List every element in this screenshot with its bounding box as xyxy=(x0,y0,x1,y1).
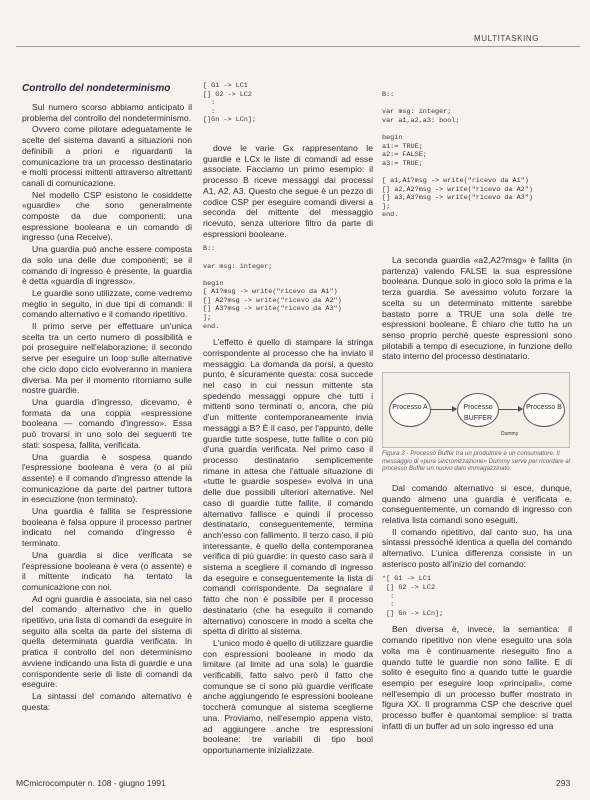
column-1 xyxy=(22,102,192,713)
code-example-b1: B:: var msg: integer; begin [ A1?msg -> write("ricevo da A1") [] A2?msg -> write("ricevo da A2") [] A3?msg -> write("ricevo da A3") ]; end. xyxy=(203,245,342,331)
paragraph: Ovvero come pilotare adeguatamente le scelte del sistema davanti a situazioni non definibili a priori e riguardanti la comunicazione tra un processo destinatario e molti processi mittenti attraverso altrettanti canali di comunicazione. xyxy=(22,124,192,188)
paragraph: La seconda guardia «a2,A2?msg» è fallita (in partenza) valendo FALSE la sua espressione booleana. Dunque solo in gioco solo la prima e la terza guardia. Se avessimo voluto forzare la scelta su un determinato mittente sarebbe bastato porre a TRUE una sola delle tre espressioni booleane. È chiaro che tutto ha un senso proprio perché queste espressioni sono pilotabili a tempo di esecuzione, in funzione dello stato interno del processo destinatario. xyxy=(382,255,572,362)
figure-3-diagram xyxy=(382,372,570,448)
code-alternative-syntax: [ G1 -> LC1 [] G2 -> LC2 : : []Gn -> LCn]; xyxy=(203,82,257,125)
paragraph: Una guardia d'ingresso, dicevamo, è formata da una coppia «espressione booleana — comando d'ingresso». Essa può trovarsi in uno solo dei seguenti tre stati: sospesa, fallita, verificata. xyxy=(22,396,192,450)
paragraph: Una guardia può anche essere composta da solo una delle due componenti; se il comando di ingresso è presente, la guardia è detta «guardia di ingresso». xyxy=(22,244,192,287)
page-number: 293 xyxy=(556,778,571,788)
node-processo-b: Processo B xyxy=(523,393,565,427)
paragraph: L'unico modo è quello di utilizzare guardie con espressioni booleane in modo da limitare (al limite ad una sola) le guardie verificabili, fatto salvo però il fatto che comunque se ci sono più guardie verificate anche aggiungendo le espressioni booleane toccherà comunque al sistema sceglierne una. Proviamo, nell'esempio appena visto, ad aggiungere anche tre espressioni booleane: tre variabili di tipo bool opportunamente inizializzate. xyxy=(203,637,373,755)
node-processo-a: Processo A xyxy=(389,393,431,427)
footer-magazine: MCmicrocomputer n. 108 - giugno 1991 xyxy=(16,778,166,788)
node-processo-buffer: Processo BUFFER xyxy=(457,393,499,427)
paragraph: dove le varie Gx rappresentano le guardie e LCx le liste di comandi ad esse associate. Facciamo un primo esempio: il processo B riceve messaggi dai processi A1, A2, A3. Questo che segue è un pezzo di codice CSP per eseguire comandi diversi a seconda del mittente del messaggio ricevuto, senza ulteriore filtro da parte di espressioni booleane. xyxy=(203,143,373,239)
paragraph: La sintassi del comando alternativo è questa: xyxy=(22,690,192,712)
paragraph: Ben diversa è, invece, la semantica: il comando ripetitivo non viene eseguito una sola volta ma è continuamente rieseguito fino a quando tutte le guardie non sono fallite. E di solito è eseguito fino a quando tutte le guardie esempio per eseguire loop «principali», come nell'esempio di un processo buffer mostrato in figura XX. Il programma CSP che descrive quel processo buffer è quantomai semplice: si tratta infatti di un buffer ad un solo ingresso ed una xyxy=(382,624,572,731)
paragraph: Le guardie sono utilizzate, come vedremo meglio in seguito, in due tipi di comandi: il comando alternativo e il comando ripetitivo. xyxy=(22,287,192,320)
paragraph: L'effetto è quello di stampare la stringa corrispondente al processo che ha inviato il messaggio. La domanda da porsi, a questo punto, è sicuramente questa: cosa succede nel caso in cui nessun mittente sta spedendo messaggi oppure che tutti i mittenti sono terminati o, ancora, che più d'un mittente contemporaneamente invia messaggi a B? È il caso, per l'appunto, delle guardie tutte sospese, tutte fallite o con più d'una guardia verificata. Nel primo caso il processo destinatario semplicemente rimane in attesa che l'attuale situazione di «tutte le guardie sospese» evolva in una delle due possibili ulteriori alternative. Nel caso di guardie tutte fallite, il comando alternativo fallisce e quindi il processo destinatario, conseguentemente, termina anch'esso con fallimento. Il terzo caso, il più interessante, è quello della contemporanea verifica di più guardie: in questo caso sarà il sistema a scegliere il comando di ingresso da eseguire e conseguentemente la lista di comandi corrispondente. Da segnalare il fatto che non è possibile per il processo destinatario (che ha eseguito il comando alternativo) conoscere in modo a scelta che spetta di diritto al sistema. xyxy=(203,337,373,637)
paragraph: Una guardia è sospesa quando l'espressione booleana è vera (o al più assente) e il comando d'ingresso attende la comunicazione da parte del partner tuttora in esecuzione (non terminato). xyxy=(22,451,192,505)
article-title: Controllo del nondeterminismo xyxy=(22,83,171,94)
section-header: MULTITASKING xyxy=(474,34,540,43)
dummy-label: Dummy xyxy=(501,431,519,438)
code-example-b2: B:: var msg: integer; var a1,a2,a3: bool; begin a1:= TRUE; a2:= FALSE; a3:= TRUE; [ a1,A1?msg -> write("ricevo da A1") [] a2,A2?msg -> write("ricevo da A2") [] a3,A3?msg -> write("ricevo da A3") ]; end. xyxy=(382,91,533,220)
paragraph: Dal comando alternativo si esce, dunque, quando almeno una guardia è verificata e, conseguentemente, un comando di ingresso con relativa lista comandi sono eseguiti. xyxy=(382,482,572,525)
paragraph: Il primo serve per effettuare un'unica scelta tra un certo numero di possibilità e poi proseguire nell'elaborazione; il secondo serve per eseguire un loop sulle alternative che ciclo dopo ciclo evolveranno in maniera diversa. Ma per il momento ritorniamo sulle nostre guardie. xyxy=(22,321,192,396)
paragraph: Una guardia è fallita se l'espressione booleana è falsa oppure il processo partner indicato nel comando d'ingresso è terminato. xyxy=(22,506,192,549)
paragraph: Sul numero scorso abbiamo anticipato il problema del controllo del nondeterminismo. xyxy=(22,102,192,123)
paragraph: Ad ogni guardia è associata, sia nel caso del comando alternativo che in quello ripetitivo, una lista di comandi da eseguire in seguito alla scelta da parte del sistema di quella determinata guardia verificata. In pratica il controllo del non determinismo avviene indicando una lista di guardie e una corrispondente serie di liste di comandi da eseguire. xyxy=(22,593,192,690)
arrow xyxy=(430,409,456,410)
column-3 xyxy=(382,255,572,732)
code-repetitive-syntax: *[ G1 -> LC1 [] G2 -> LC2 : : [] Gn -> LCn]; xyxy=(382,575,444,618)
paragraph: Una guardia si dice verificata se l'espressione booleana è vera (o assente) e il mittente indicato ha tentato la comunicazione con noi. xyxy=(22,549,192,592)
header-rule xyxy=(16,46,580,47)
figure-caption: Figura 3 - Processo Buffer tra un produttore e un consumatore. Il messaggio di «pura sincronizzazione» Dummy serve per ricordare al processo Buffer un nuovo dato immagazzinato. xyxy=(382,450,571,473)
paragraph: Il comando ripetitivo, dal canto suo, ha una sintassi pressoché identica a quella del comando alternativo. L'unica differenza consiste in un asterisco posto all'inizio del comando: xyxy=(382,526,572,569)
arrow xyxy=(498,409,522,410)
column-2 xyxy=(203,143,373,757)
paragraph: Nel modello CSP esistono le cosiddette «guardie» che sono generalmente composte da due componenti: una espressione booleana e un comando di ingresso (una Receive). xyxy=(22,189,192,243)
